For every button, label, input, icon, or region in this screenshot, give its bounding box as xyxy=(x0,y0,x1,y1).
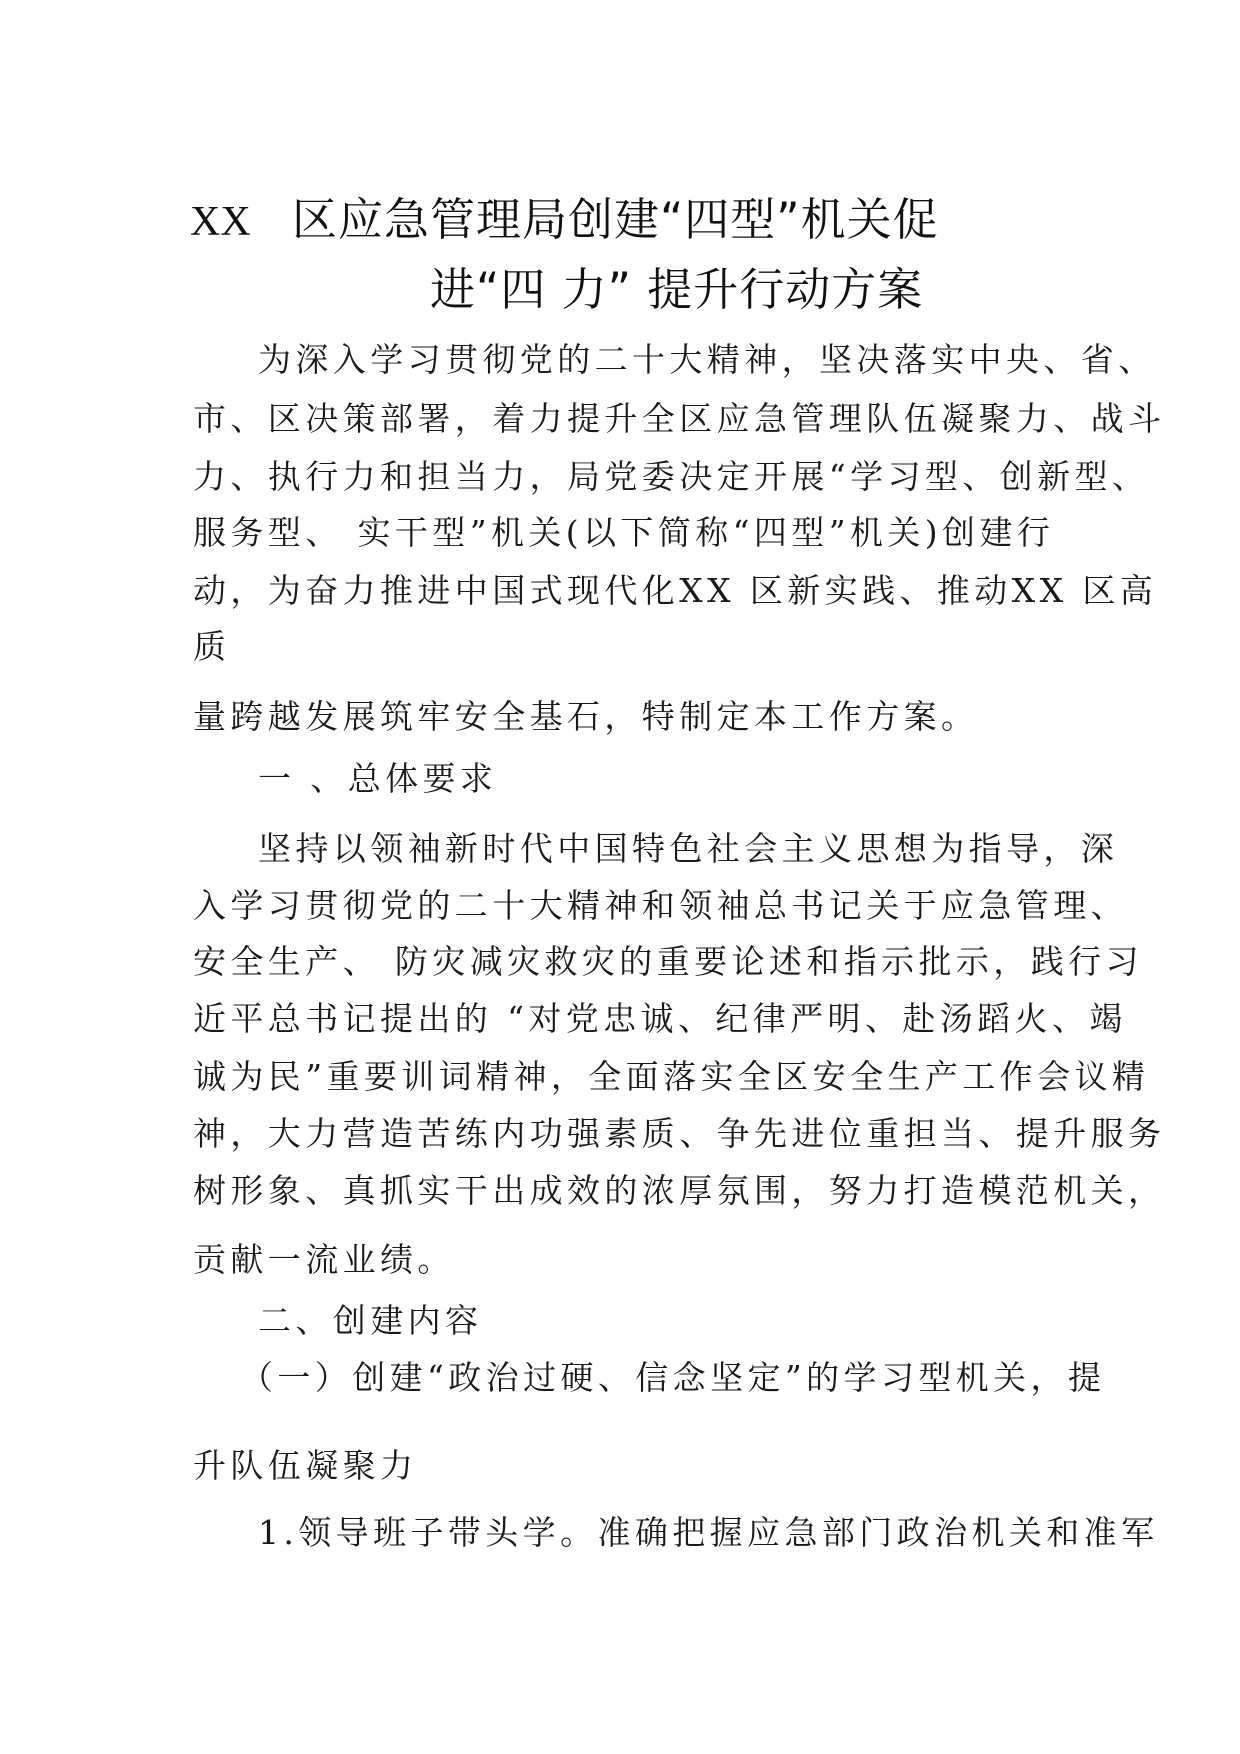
section-heading: 一 、总体要求 xyxy=(258,759,498,798)
paragraph-line: 力、执行力和担当力，局党委决定开展“学习型、创新型、 xyxy=(193,457,1150,496)
paragraph-line: 树形象、真抓实干出成效的浓厚氛围，努力打造模范机关， xyxy=(193,1171,1166,1210)
section-heading: 二、创建内容 xyxy=(258,1301,483,1340)
paragraph-line: 升队伍凝聚力 xyxy=(193,1446,418,1485)
paragraph-line: 服务型、 实干型”机关(以下简称“四型”机关)创建行 xyxy=(193,513,1055,552)
paragraph-line: 为深入学习贯彻党的二十大精神，坚决落实中央、省、 xyxy=(258,340,1156,379)
document-title-line-2 xyxy=(430,253,923,318)
paragraph-line: 量跨越发展筑牢安全基石，特制定本工作方案。 xyxy=(193,697,979,736)
title-text: 进“四 力” 提升行动方案 xyxy=(430,263,924,316)
paragraph-line: 市、区决策部署，着力提升全区应急管理队伍凝聚力、战斗 xyxy=(193,399,1166,438)
document-title-line-1 xyxy=(190,183,939,248)
paragraph-line: 入学习贯彻党的二十大精神和领袖总书记关于应急管理、 xyxy=(193,886,1128,925)
paragraph-line: 动，为奋力推进中国式现代化XX 区新实践、推动XX 区高 xyxy=(193,571,1158,610)
paragraph-line: 诚为民”重要训词精神，全面落实全区安全生产工作会议精 xyxy=(193,1057,1150,1096)
subsection-heading: （一）创建“政治过硬、信念坚定”的学习型机关，提 xyxy=(240,1358,1106,1397)
paragraph-line: 质 xyxy=(193,627,231,666)
title-text: 区应急管理局创建“四型”机关促 xyxy=(291,193,939,246)
paragraph-line: 贡献一流业绩。 xyxy=(193,1240,455,1279)
paragraph-line: 安全生产、 防灾减灾救灾的重要论述和指示批示，践行习 xyxy=(193,942,1143,981)
title-prefix: XX xyxy=(190,199,251,245)
paragraph-line: 近平总书记提出的 “对党忠诚、纪律严明、赴汤蹈火、竭 xyxy=(193,999,1127,1038)
paragraph-line: 神，大力营造苦练内功强素质、争先进位重担当、提升服务 xyxy=(193,1114,1166,1153)
paragraph-line: 1.领导班子带头学。准确把握应急部门政治机关和准军 xyxy=(258,1513,1159,1552)
paragraph-line: 坚持以领袖新时代中国特色社会主义思想为指导，深 xyxy=(258,829,1119,868)
